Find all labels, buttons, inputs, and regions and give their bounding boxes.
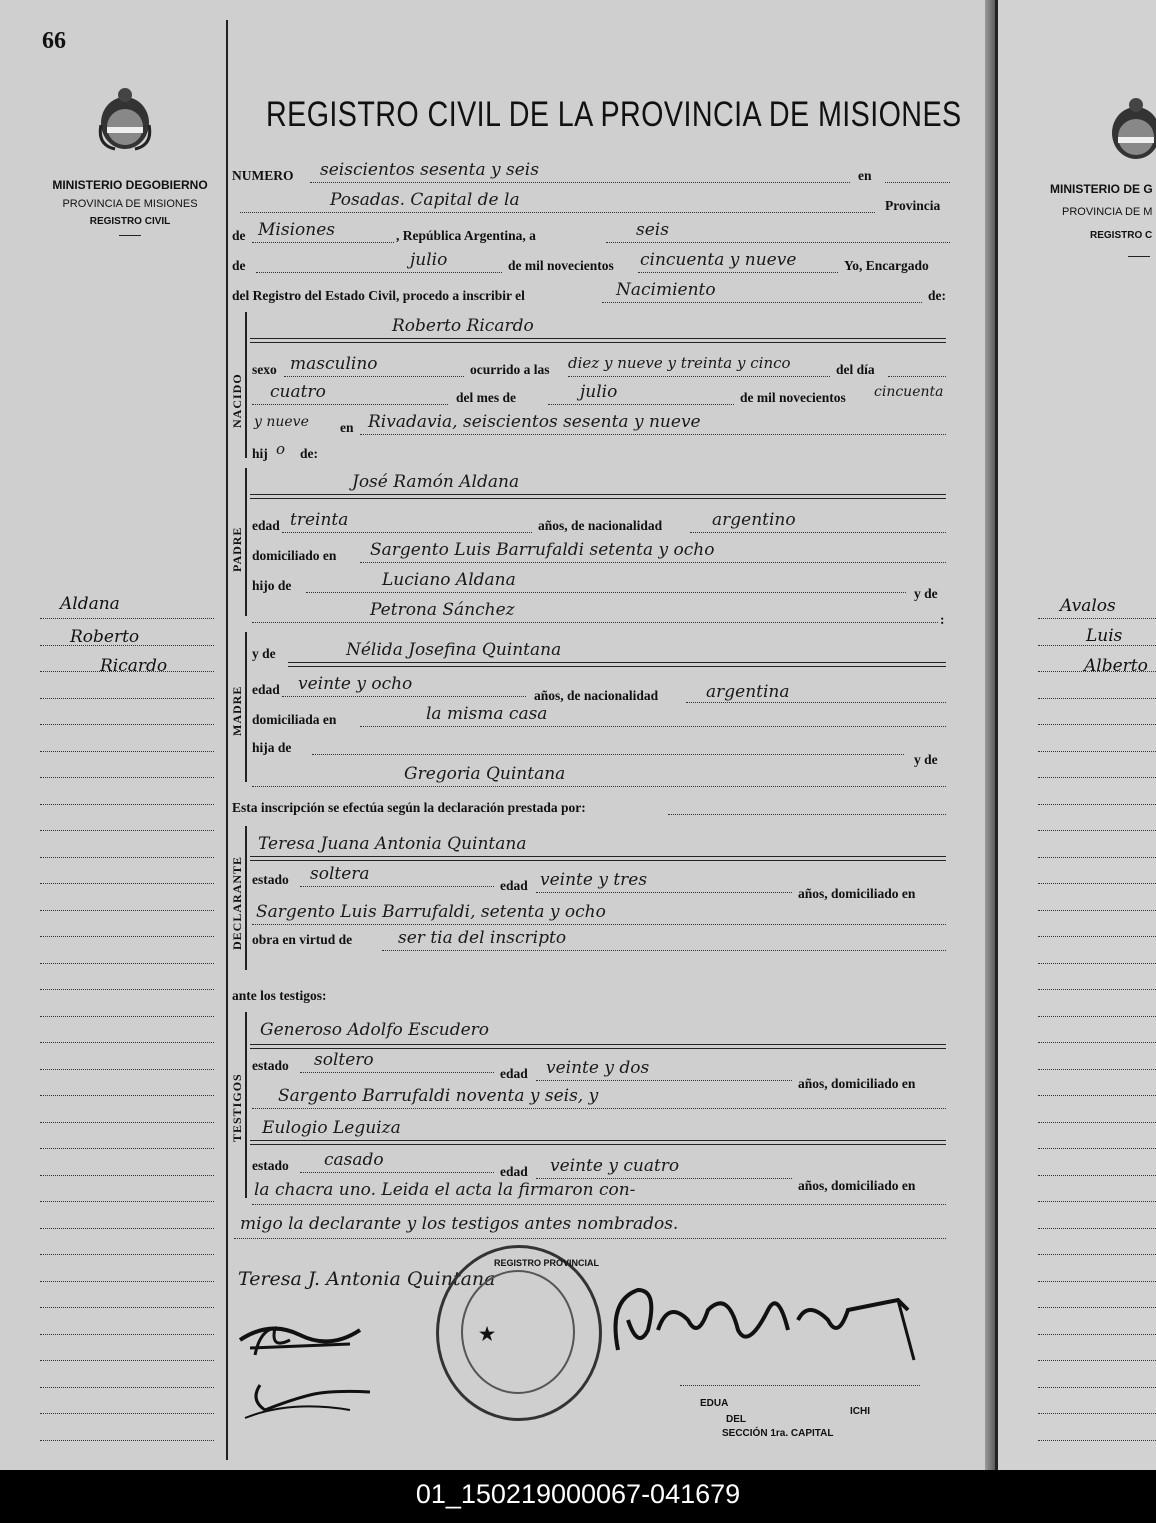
- image-id-footer: 01_150219000067-041679: [0, 1470, 1156, 1523]
- nacido-section-label: NACIDO: [230, 373, 244, 428]
- testigo1-edad-label: edad: [500, 1066, 528, 1081]
- ruled-line: [40, 1201, 214, 1202]
- ruled-line: [1038, 698, 1156, 699]
- padre-domicilio-label: domiciliado en: [252, 548, 337, 563]
- registry-name: REGISTRO CIVIL: [89, 216, 171, 227]
- declarante-domicilio: Sargento Luis Barrufaldi, setenta y ocho: [256, 902, 606, 922]
- madre-edad-value: veinte y ocho: [298, 674, 413, 694]
- ruled-line: [40, 1228, 214, 1229]
- column-divider: [226, 20, 228, 1460]
- margin-secondname: Ricardo: [100, 656, 168, 676]
- ruled-line: [40, 830, 214, 831]
- ruled-line: [1038, 1069, 1156, 1070]
- declarante-signature: Teresa J. Antonia Quintana: [238, 1268, 496, 1290]
- margin-firstname: Roberto: [70, 627, 140, 647]
- ruled-line: [40, 1413, 214, 1414]
- ruled-line: [40, 751, 214, 752]
- page-title: REGISTRO CIVIL DE LA PROVINCIA DE MISIONES: [266, 95, 962, 134]
- right-margin-surname: Avalos: [1060, 596, 1116, 616]
- hora-value: diez y nueve y treinta y cinco: [568, 354, 791, 372]
- stamp-text: REGISTRO PROVINCIAL: [494, 1258, 600, 1268]
- ruled-line: [1038, 883, 1156, 884]
- inscripcion-label: Esta inscripción se efectúa según la declaración prestada por:: [232, 800, 586, 815]
- madre-anios-label: años, de nacionalidad: [534, 688, 659, 703]
- ruled-line: [1038, 1042, 1156, 1043]
- ruled-line: [1038, 1095, 1156, 1096]
- testigo1-estado-label: estado: [252, 1058, 289, 1073]
- padre-edad-value: treinta: [290, 510, 349, 530]
- numero-label: NUMERO: [232, 168, 294, 183]
- dia-value: seis: [636, 220, 669, 240]
- officer-name-part2: ICHI: [850, 1406, 870, 1417]
- margin-surname: Aldana: [60, 594, 120, 614]
- ruled-line: [40, 1069, 214, 1070]
- hijo-value: o: [276, 440, 286, 458]
- padre-domicilio: Sargento Luis Barrufaldi setenta y ocho: [370, 540, 715, 560]
- anio-value: cincuenta y nueve: [640, 250, 797, 270]
- testigo1-domicilio: Sargento Barrufaldi noventa y seis, y: [278, 1086, 599, 1106]
- right-margin-secondname: Alberto: [1084, 656, 1148, 676]
- ruled-line: [1038, 777, 1156, 778]
- ruled-line: [1038, 724, 1156, 725]
- ruled-line: [1038, 1016, 1156, 1017]
- officer-name-part1: EDUA: [700, 1398, 729, 1409]
- anio-value-nacido-2: y nueve: [254, 414, 309, 430]
- madre-y-de-label: y de: [252, 646, 276, 661]
- testigo1-edad: veinte y dos: [546, 1058, 650, 1078]
- ruled-line: [40, 1307, 214, 1308]
- madre-nombre: Nélida Josefina Quintana: [346, 640, 562, 660]
- ministry-name: MINISTERIO DEGOBIERNO: [52, 178, 208, 192]
- ruled-line: [1038, 1334, 1156, 1335]
- madre-y-de2-label: y de: [914, 752, 938, 767]
- madre-hija-de-label: hija de: [252, 740, 292, 755]
- testigo2-nombre: Eulogio Leguiza: [262, 1118, 401, 1138]
- testigos-signatures-icon: [230, 1300, 390, 1430]
- coat-of-arms-icon: [95, 85, 155, 153]
- yo-label: Yo, Encargado: [844, 258, 929, 273]
- testigo1-nombre: Generoso Adolfo Escudero: [260, 1020, 490, 1040]
- madre-domicilio-label: domiciliada en: [252, 712, 337, 727]
- mil-label: de mil novecientos: [508, 258, 614, 273]
- ruled-line: [1038, 1307, 1156, 1308]
- testigo2-edad: veinte y cuatro: [550, 1156, 680, 1176]
- padre-edad-label: edad: [252, 518, 280, 533]
- ruled-line: [1038, 1254, 1156, 1255]
- ruled-line: [1038, 1387, 1156, 1388]
- padre-anios-label: años, de nacionalidad: [538, 518, 663, 533]
- padre-nombre: José Ramón Aldana: [352, 472, 520, 492]
- ruled-line: [40, 1334, 214, 1335]
- ruled-line: [1038, 1122, 1156, 1123]
- ruled-line: [1038, 1281, 1156, 1282]
- ruled-line: [1038, 1440, 1156, 1441]
- ruled-line: [1038, 857, 1156, 858]
- official-stamp: [436, 1245, 602, 1421]
- ruled-line: [1038, 804, 1156, 805]
- numero-value: seiscientos sesenta y seis: [320, 160, 539, 180]
- ruled-line: [40, 1095, 214, 1096]
- lugar-value: Posadas. Capital de la: [330, 190, 520, 210]
- ruled-line: [1038, 830, 1156, 831]
- padre-section-label: PADRE: [230, 526, 244, 572]
- ministry-header: [30, 178, 230, 236]
- testigos-section-label: TESTIGOS: [230, 1073, 244, 1142]
- ruled-line: [40, 804, 214, 805]
- abuelo-paterno: Luciano Aldana: [382, 570, 516, 590]
- ruled-line: [40, 1281, 214, 1282]
- mes-label: del mes de: [456, 390, 516, 405]
- ruled-line: [40, 1042, 214, 1043]
- officer-signature-icon: [598, 1260, 918, 1380]
- madre-domicilio: la misma casa: [426, 704, 548, 724]
- madre-edad-label: edad: [252, 682, 280, 697]
- ruled-line: [40, 910, 214, 911]
- ruled-line: [1038, 1201, 1156, 1202]
- provincia-label: Provincia: [885, 198, 941, 213]
- right-ministry: MINISTERIO DE G: [1050, 182, 1153, 196]
- stamp-star-icon: ★: [479, 1324, 496, 1344]
- ruled-line: [40, 1122, 214, 1123]
- sexo-value: masculino: [290, 354, 378, 374]
- madre-section-label: MADRE: [230, 685, 244, 736]
- padre-nacionalidad: argentino: [712, 510, 796, 530]
- sexo-label: sexo: [252, 362, 277, 377]
- testigo2-edad-label: edad: [500, 1164, 528, 1179]
- ruled-line: [1038, 1175, 1156, 1176]
- right-province: PROVINCIA DE M: [1062, 206, 1153, 218]
- mes-value: julio: [580, 382, 618, 402]
- obra-label: obra en virtud de: [252, 932, 353, 947]
- en-label-nacido: en: [340, 420, 354, 435]
- abuela-materna: Gregoria Quintana: [404, 764, 566, 784]
- facing-page: [995, 0, 1156, 1470]
- ruled-line: [40, 1360, 214, 1361]
- province-name: PROVINCIA DE MISIONES: [62, 198, 198, 210]
- ruled-line: [40, 1387, 214, 1388]
- ruled-line: [40, 936, 214, 937]
- testigo1-estado: soltero: [314, 1050, 374, 1070]
- declarante-nombre: Teresa Juana Antonia Quintana: [258, 834, 527, 854]
- testigo2-domicilio: la chacra uno. Leida el acta la firmaron con-: [254, 1180, 636, 1200]
- ruled-line: [1038, 618, 1156, 619]
- testigo2-anios-label: años, domiciliado en: [798, 1178, 916, 1193]
- ruled-line: [1038, 1148, 1156, 1149]
- ruled-line: [40, 883, 214, 884]
- en-label: en: [858, 168, 872, 183]
- provincia-value: Misiones: [258, 220, 335, 240]
- lugar-nacido: Rivadavia, seiscientos sesenta y nueve: [368, 412, 701, 432]
- officer-title-line2: DEL: [726, 1414, 746, 1425]
- ruled-line: [40, 1016, 214, 1017]
- ruled-line: [40, 1440, 214, 1441]
- right-margin-firstname: Luis: [1086, 626, 1123, 646]
- declarante-estado-label: estado: [252, 872, 289, 887]
- ruled-line: [40, 1175, 214, 1176]
- ruled-line: [40, 963, 214, 964]
- cierre-line: migo la declarante y los testigos antes nombrados.: [240, 1214, 679, 1234]
- de-label: de: [232, 228, 246, 243]
- hijo-label: hij: [252, 446, 268, 461]
- ruled-line: [40, 989, 214, 990]
- padre-y-de-label: y de: [914, 586, 938, 601]
- registro-label: del Registro del Estado Civil, procedo a inscribir el: [232, 288, 525, 303]
- mil-label-nacido: de mil novecientos: [740, 390, 846, 405]
- right-registry: REGISTRO C: [1090, 230, 1153, 241]
- declarante-edad-label: edad: [500, 878, 528, 893]
- testigos-label: ante los testigos:: [232, 988, 327, 1003]
- ruled-line: [40, 1148, 214, 1149]
- anio-value-nacido: cincuenta: [874, 384, 944, 400]
- republica-label: , República Argentina, a: [396, 228, 536, 243]
- padre-colon: :: [940, 612, 945, 627]
- hijo-de-label: de:: [300, 446, 318, 461]
- ruled-line: [1038, 936, 1156, 937]
- ruled-line: [1038, 910, 1156, 911]
- de2-label: de: [232, 258, 246, 273]
- coat-of-arms-right-icon: [1106, 95, 1156, 163]
- ruled-line: [1038, 1360, 1156, 1361]
- testigo1-anios-label: años, domiciliado en: [798, 1076, 916, 1091]
- ruled-line: [1038, 751, 1156, 752]
- del-dia-label: del día: [836, 362, 875, 377]
- dia-value: cuatro: [270, 382, 326, 402]
- de3-label: de:: [928, 288, 946, 303]
- declarante-section-label: DECLARANTE: [230, 855, 244, 950]
- abuela-paterna: Petrona Sánchez: [370, 600, 515, 620]
- ruled-line: [40, 1254, 214, 1255]
- ruled-line: [40, 777, 214, 778]
- obra-value: ser tia del inscripto: [398, 928, 567, 948]
- madre-nacionalidad: argentina: [706, 682, 790, 702]
- padre-hijo-de-label: hijo de: [252, 578, 292, 593]
- officer-title-line3: SECCIÓN 1ra. CAPITAL: [722, 1428, 834, 1439]
- testigo2-estado-label: estado: [252, 1158, 289, 1173]
- page-number: 66: [42, 28, 66, 54]
- ruled-line: [40, 724, 214, 725]
- ruled-line: [1038, 1228, 1156, 1229]
- ruled-line: [1038, 989, 1156, 990]
- testigo2-estado: casado: [324, 1150, 384, 1170]
- nacido-nombre: Roberto Ricardo: [392, 316, 534, 336]
- mes-value: julio: [410, 250, 448, 270]
- ruled-line: [40, 618, 214, 619]
- ruled-line: [40, 857, 214, 858]
- hora-label: ocurrido a las: [470, 362, 550, 377]
- acto-value: Nacimiento: [616, 280, 716, 300]
- ruled-line: [1038, 963, 1156, 964]
- declarante-anios-label: años, domiciliado en: [798, 886, 916, 901]
- ruled-line: [40, 698, 214, 699]
- ruled-line: [1038, 1413, 1156, 1414]
- declarante-estado: soltera: [310, 864, 370, 884]
- declarante-edad: veinte y tres: [540, 870, 648, 890]
